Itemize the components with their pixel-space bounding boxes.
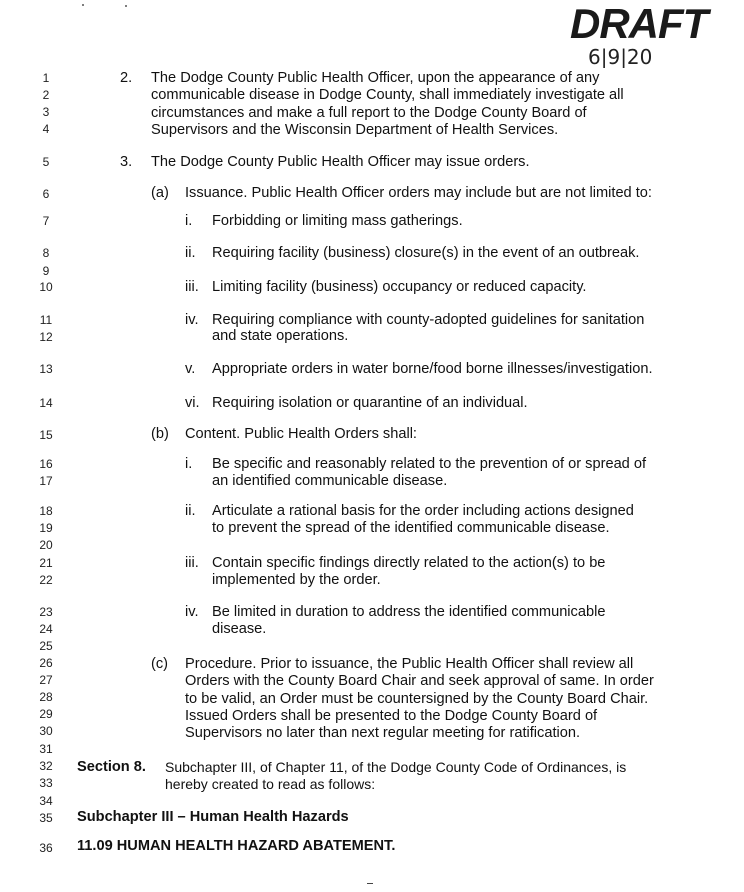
subsection-c-text <box>185 656 665 742</box>
b-item-text <box>212 604 665 639</box>
item-2-text <box>151 70 666 139</box>
line-number: 2 <box>42 88 50 102</box>
b-item-line: Be limited in duration to address the identified communicable <box>212 604 606 620</box>
b-item-number: ii. <box>185 503 196 519</box>
handwritten-date: 6|9|20 <box>588 45 653 68</box>
line-number: 1 <box>42 71 50 85</box>
line-number: 7 <box>42 214 50 228</box>
line-number: 3 <box>42 105 50 119</box>
b-item-text <box>212 555 665 590</box>
draft-stamp-text: DRAFT <box>570 2 708 47</box>
line-number: 17 <box>39 474 53 488</box>
subsection-b-label: (b) <box>151 426 169 442</box>
line-number: 20 <box>39 538 53 552</box>
section-8-label: Section 8. <box>77 759 146 775</box>
item-3-number: 3. <box>120 154 133 170</box>
c-line: Issued Orders shall be presented to the Dodge County Board of <box>185 707 598 724</box>
subsection-a-text: Issuance. Public Health Officer orders may include but are not limited to: <box>185 185 652 201</box>
line-number: 27 <box>39 673 53 687</box>
line-number: 21 <box>39 556 53 570</box>
a-item-number: iii. <box>185 279 199 295</box>
section-heading: 11.09 HUMAN HEALTH HAZARD ABATEMENT. <box>77 838 396 854</box>
subchapter-heading: Subchapter III – Human Health Hazards <box>77 809 349 825</box>
b-item-line: Contain specific findings directly related to the action(s) to be <box>212 555 606 571</box>
item-2-number: 2. <box>120 70 133 86</box>
line-number: 35 <box>39 811 53 825</box>
line-number: 16 <box>39 457 53 471</box>
a-item-number: ii. <box>185 245 196 261</box>
c-line: Orders with the County Board Chair and seek approval of same. In order <box>185 673 654 690</box>
subsection-c-label: (c) <box>151 656 169 672</box>
item-2-line: The Dodge County Public Health Officer, upon the appearance of any <box>151 70 600 86</box>
a-item-text: Appropriate orders in water borne/food borne illnesses/investigation. <box>212 361 653 377</box>
line-number: 18 <box>39 504 53 518</box>
line-number: 28 <box>39 690 53 704</box>
item-2-line: communicable disease in Dodge County, shall immediately investigate all <box>151 87 624 104</box>
b-item-text <box>212 503 657 538</box>
line-number: 9 <box>42 264 50 278</box>
a-item-number: vi. <box>185 395 200 411</box>
b-item-line: implemented by the order. <box>212 572 381 589</box>
line-number: 30 <box>39 724 53 738</box>
line-number: 11 <box>39 313 53 327</box>
line-number: 6 <box>42 187 50 201</box>
section-8-line: Subchapter III, of Chapter 11, of the Dodge County Code of Ordinances, is <box>165 759 627 775</box>
subsection-a-label: (a) <box>151 185 169 201</box>
section-8-text <box>165 759 643 794</box>
b-item-number: iii. <box>185 555 199 571</box>
line-number: 12 <box>39 330 53 344</box>
b-item-line: disease. <box>212 621 267 638</box>
a-item-text: and state operations. <box>212 328 349 344</box>
line-number: 15 <box>39 428 53 442</box>
line-number: 19 <box>39 521 53 535</box>
subsection-b-text: Content. Public Health Orders shall: <box>185 426 417 442</box>
line-number: 33 <box>39 776 53 790</box>
item-2-line: Supervisors and the Wisconsin Department of Health Services. <box>151 121 559 138</box>
line-number: 14 <box>39 396 53 410</box>
line-number: 24 <box>39 622 53 636</box>
section-8-line: hereby created to read as follows: <box>165 776 376 793</box>
draft-stamp <box>566 2 716 68</box>
b-item-text <box>212 456 665 491</box>
page-marker <box>367 883 373 884</box>
line-number: 29 <box>39 707 53 721</box>
line-number: 23 <box>39 605 53 619</box>
c-line: Supervisors no later than next regular meeting for ratification. <box>185 725 581 742</box>
a-item-text: Forbidding or limiting mass gatherings. <box>212 213 463 229</box>
a-item-text: Limiting facility (business) occupancy or reduced capacity. <box>212 279 587 295</box>
line-number: 36 <box>39 841 53 855</box>
a-item-text: Requiring facility (business) closure(s) in the event of an outbreak. <box>212 245 640 261</box>
a-item-number: iv. <box>185 312 199 328</box>
b-item-line: to prevent the spread of the identified communicable disease. <box>212 520 610 537</box>
b-item-line: Articulate a rational basis for the order including actions designed <box>212 503 634 519</box>
c-line: Procedure. Prior to issuance, the Public Health Officer shall review all <box>185 656 634 672</box>
line-number: 22 <box>39 573 53 587</box>
b-item-line: an identified communicable disease. <box>212 473 448 490</box>
line-number: 10 <box>39 280 53 294</box>
line-number: 13 <box>39 362 53 376</box>
a-item-number: i. <box>185 213 193 229</box>
line-number: 5 <box>42 155 50 169</box>
a-item-text: Requiring isolation or quarantine of an individual. <box>212 395 528 411</box>
line-number: 34 <box>39 794 53 808</box>
line-number: 4 <box>42 122 50 136</box>
line-number: 32 <box>39 759 53 773</box>
line-number: 31 <box>39 742 53 756</box>
a-item-number: v. <box>185 361 196 377</box>
item-3-text: The Dodge County Public Health Officer may issue orders. <box>151 154 530 170</box>
line-number: 25 <box>39 639 53 653</box>
a-item-text: Requiring compliance with county-adopted guidelines for sanitation <box>212 312 645 328</box>
line-number: 8 <box>42 246 50 260</box>
line-number: 26 <box>39 656 53 670</box>
c-line: to be valid, an Order must be countersigned by the County Board Chair. <box>185 690 649 707</box>
b-item-line: Be specific and reasonably related to the prevention of or spread of <box>212 456 647 472</box>
item-2-line: circumstances and make a full report to the Dodge County Board of <box>151 104 587 121</box>
b-item-number: i. <box>185 456 193 472</box>
b-item-number: iv. <box>185 604 199 620</box>
